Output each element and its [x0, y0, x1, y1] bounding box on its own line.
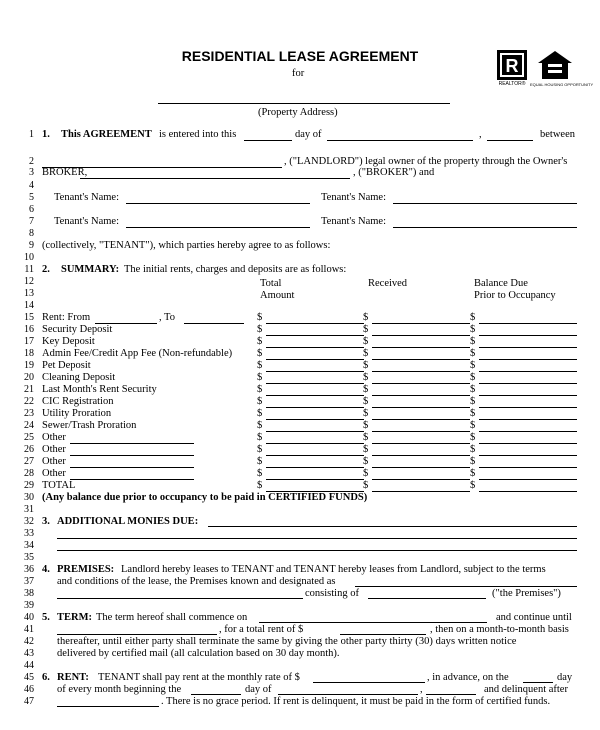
tenant-name-field-2[interactable]	[393, 203, 577, 204]
dollar-sign: $	[470, 360, 476, 371]
dollar-sign: $	[470, 432, 476, 443]
total-rent-label: , for a total rent of $	[219, 624, 304, 635]
landlord-text: , ("LANDLORD") legal owner of the property through the Owner's	[284, 156, 568, 167]
day-label: day	[557, 672, 573, 683]
rent-from-label: Rent: From	[42, 312, 91, 323]
dollar-sign: $	[257, 348, 263, 359]
the-premises-label: ("the Premises")	[492, 588, 561, 599]
total-amount-field[interactable]	[266, 335, 364, 336]
summary-item-label: Other	[42, 456, 66, 467]
balance-due-amount-field[interactable]	[479, 443, 577, 444]
other-description-field[interactable]	[70, 455, 194, 456]
dollar-sign: $	[257, 384, 263, 395]
summary-item-label: Admin Fee/Credit App Fee (Non-refundable)	[42, 348, 233, 359]
dollar-sign: $	[470, 456, 476, 467]
line-number: 12	[24, 276, 34, 287]
received-amount-field[interactable]	[372, 335, 470, 336]
dollar-sign: $	[257, 408, 263, 419]
line-number: 16	[24, 324, 34, 335]
section5-line2: thereafter, until either party shall terminate the same by giving the other party thirty (30) days written notice	[57, 636, 517, 647]
total-rent-field[interactable]	[340, 634, 426, 635]
section6-heading: RENT:	[57, 672, 89, 683]
received-amount-field[interactable]	[372, 491, 470, 492]
tenant-name-label-3: Tenant's Name:	[54, 216, 120, 227]
summary-item-label: Security Deposit	[42, 324, 113, 335]
line-number: 10	[24, 252, 34, 263]
for-label: for	[292, 68, 305, 79]
line-number: 24	[24, 420, 34, 431]
dollar-sign: $	[257, 456, 263, 467]
summary-item-label: Utility Proration	[42, 408, 112, 419]
section2-text: The initial rents, charges and deposits are as follows:	[124, 264, 347, 275]
col-balance-1: Balance Due	[474, 278, 528, 289]
line-number: 40	[24, 612, 34, 623]
dollar-sign: $	[470, 372, 476, 383]
dollar-sign: $	[363, 312, 369, 323]
day-of-label-2: day of	[245, 684, 272, 695]
dollar-sign: $	[257, 312, 263, 323]
dollar-sign: $	[470, 480, 476, 491]
dollar-sign: $	[363, 420, 369, 431]
section2-number: 2.	[42, 264, 50, 275]
line-number: 6	[29, 204, 34, 215]
continue-until-label: and continue until	[496, 612, 572, 623]
line-number: 42	[24, 636, 34, 647]
line-number: 27	[24, 456, 34, 467]
realtor-r-icon	[497, 50, 527, 80]
section3-number: 3.	[42, 516, 50, 527]
dollar-sign: $	[363, 396, 369, 407]
dollar-sign: $	[470, 348, 476, 359]
begin-day-field[interactable]	[191, 694, 241, 695]
line-number: 21	[24, 384, 34, 395]
total-amount-field[interactable]	[266, 371, 364, 372]
section6-number: 6.	[42, 672, 50, 683]
balance-due-amount-field[interactable]	[479, 347, 577, 348]
line-number: 39	[24, 600, 34, 611]
line-number: 38	[24, 588, 34, 599]
other-description-field[interactable]	[70, 479, 194, 480]
summary-item-label: TOTAL	[42, 480, 76, 491]
balance-due-amount-field[interactable]	[479, 335, 577, 336]
line-number: 26	[24, 444, 34, 455]
received-amount-field[interactable]	[372, 347, 470, 348]
received-amount-field[interactable]	[372, 371, 470, 372]
line-number: 3	[29, 167, 34, 178]
dollar-sign: $	[257, 432, 263, 443]
line-number: 2	[29, 156, 34, 167]
col-balance-2: Prior to Occupancy	[474, 290, 556, 301]
summary-item-label: CIC Registration	[42, 396, 114, 407]
dollar-sign: $	[257, 336, 263, 347]
svg-text:R: R	[505, 56, 519, 76]
dollar-sign: $	[257, 444, 263, 455]
between-label: between	[540, 129, 575, 140]
dollar-sign: $	[363, 408, 369, 419]
monthly-rent-field[interactable]	[313, 682, 425, 683]
line-number: 25	[24, 432, 34, 443]
line-number: 11	[24, 264, 34, 275]
line-number: 31	[24, 504, 34, 515]
summary-item-label: Other	[42, 468, 66, 479]
broker-label: BROKER,	[42, 167, 88, 178]
line-number: 22	[24, 396, 34, 407]
realtor-logo	[497, 50, 527, 80]
line-number: 1	[29, 129, 34, 140]
dollar-sign: $	[257, 372, 263, 383]
line-number: 34	[24, 540, 34, 551]
dollar-sign: $	[363, 348, 369, 359]
day-of-label: day of	[295, 129, 322, 140]
line-number: 32	[24, 516, 34, 527]
total-amount-field[interactable]	[266, 431, 364, 432]
line-number: 9	[29, 240, 34, 251]
document-title: RESIDENTIAL LEASE AGREEMENT	[181, 48, 419, 64]
line-number: 47	[24, 696, 34, 707]
col-total-1: Total	[260, 278, 282, 289]
dollar-sign: $	[363, 324, 369, 335]
dollar-sign: $	[470, 444, 476, 455]
delinquent-after-label: and delinquent after	[484, 684, 568, 695]
total-amount-field[interactable]	[266, 467, 364, 468]
line-number: 7	[29, 216, 34, 227]
line-number: 14	[24, 300, 34, 311]
total-amount-field[interactable]	[266, 395, 364, 396]
section4-number: 4.	[42, 564, 50, 575]
section6-line3: . There is no grace period. If rent is delinquent, it must be paid in the form of certified funds.	[161, 696, 551, 707]
section5-heading: TERM:	[57, 612, 92, 623]
dollar-sign: $	[470, 408, 476, 419]
section4-line1: Landlord hereby leases to TENANT and TENANT hereby leases from Landlord, subject to the terms	[121, 564, 546, 575]
summary-item-label: Cleaning Deposit	[42, 372, 116, 383]
agreement-month-field[interactable]	[327, 140, 473, 141]
other-description-field[interactable]	[70, 467, 194, 468]
dollar-sign: $	[257, 360, 263, 371]
dollar-sign: $	[257, 396, 263, 407]
balance-due-amount-field[interactable]	[479, 479, 577, 480]
line-number: 44	[24, 660, 34, 671]
dollar-sign: $	[363, 336, 369, 347]
dollar-sign: $	[257, 324, 263, 335]
in-advance-label: , in advance, on the	[427, 672, 509, 683]
line-number: 43	[24, 648, 34, 659]
balance-due-amount-field[interactable]	[479, 323, 577, 324]
dollar-sign: $	[363, 444, 369, 455]
begin-month-field[interactable]	[278, 694, 418, 695]
balance-due-amount-field[interactable]	[479, 371, 577, 372]
line-number: 45	[24, 672, 34, 683]
broker-tail: , ("BROKER") and	[353, 167, 435, 178]
section3-heading: ADDITIONAL MONIES DUE:	[57, 516, 199, 527]
tenant-name-label-4: Tenant's Name:	[321, 216, 387, 227]
line-number: 36	[24, 564, 34, 575]
dollar-sign: $	[470, 336, 476, 347]
section1-lead: This AGREEMENT	[61, 129, 152, 140]
received-amount-field[interactable]	[372, 467, 470, 468]
summary-item-label: Sewer/Trash Proration	[42, 420, 137, 431]
dollar-sign: $	[363, 468, 369, 479]
balance-due-amount-field[interactable]	[479, 419, 577, 420]
dollar-sign: $	[363, 384, 369, 395]
section6-line1: TENANT shall pay rent at the monthly rate of $	[98, 672, 300, 683]
consisting-of-label: consisting of	[305, 588, 359, 599]
line-number: 5	[29, 192, 34, 203]
dollar-sign: $	[363, 360, 369, 371]
section1-text: is entered into this	[159, 129, 237, 140]
month-basis-label: , then on a month-to-month basis	[430, 624, 569, 635]
section2-heading: SUMMARY:	[61, 264, 120, 275]
additional-monies-field[interactable]	[57, 538, 577, 539]
balance-due-amount-field[interactable]	[479, 467, 577, 468]
line-number: 29	[24, 480, 34, 491]
received-amount-field[interactable]	[372, 443, 470, 444]
line-number: 30	[24, 492, 34, 503]
total-amount-field[interactable]	[266, 455, 364, 456]
dollar-sign: $	[363, 480, 369, 491]
received-amount-field[interactable]	[372, 407, 470, 408]
total-amount-field[interactable]	[266, 359, 364, 360]
rent-to-field[interactable]	[184, 323, 244, 324]
section4-heading: PREMISES:	[57, 564, 115, 575]
line-number: 15	[24, 312, 34, 323]
line-number: 4	[29, 180, 34, 191]
section1-number: 1.	[42, 129, 50, 140]
line-number: 19	[24, 360, 34, 371]
received-amount-field[interactable]	[372, 479, 470, 480]
total-amount-field[interactable]	[266, 323, 364, 324]
premises-address-field[interactable]	[355, 586, 577, 587]
dollar-sign: $	[470, 384, 476, 395]
line-number: 41	[24, 624, 34, 635]
dollar-sign: $	[470, 468, 476, 479]
col-received: Received	[368, 278, 408, 289]
total-amount-field[interactable]	[266, 383, 364, 384]
total-amount-field[interactable]	[266, 419, 364, 420]
total-amount-field[interactable]	[266, 407, 364, 408]
agreement-year-field[interactable]	[487, 140, 533, 141]
broker-name-field[interactable]	[80, 178, 350, 179]
balance-due-amount-field[interactable]	[479, 407, 577, 408]
tenant-name-label-2: Tenant's Name:	[321, 192, 387, 203]
dollar-sign: $	[470, 312, 476, 323]
line-number: 23	[24, 408, 34, 419]
collective-text: (collectively, "TENANT"), which parties hereby agree to as follows:	[42, 240, 331, 251]
line-number: 35	[24, 552, 34, 563]
begin-year-field[interactable]	[426, 694, 476, 695]
dollar-sign: $	[470, 324, 476, 335]
received-amount-field[interactable]	[372, 359, 470, 360]
summary-item-label: Key Deposit	[42, 336, 95, 347]
balance-due-amount-field[interactable]	[479, 455, 577, 456]
line-number: 46	[24, 684, 34, 695]
premises-field[interactable]	[57, 598, 303, 599]
line-number: 20	[24, 372, 34, 383]
balance-due-amount-field[interactable]	[479, 383, 577, 384]
tenant-name-field-3[interactable]	[126, 227, 310, 228]
dollar-sign: $	[257, 480, 263, 491]
agreement-day-field[interactable]	[244, 140, 292, 141]
line-number: 33	[24, 528, 34, 539]
dollar-sign: $	[363, 372, 369, 383]
summary-item-label: Other	[42, 432, 66, 443]
realtor-caption: REALTOR®	[498, 81, 526, 87]
dollar-sign: $	[363, 456, 369, 467]
section5-number: 5.	[42, 612, 50, 623]
received-amount-field[interactable]	[372, 395, 470, 396]
property-address-caption: (Property Address)	[258, 107, 338, 118]
dollar-sign: $	[470, 420, 476, 431]
received-amount-field[interactable]	[372, 323, 470, 324]
line-number: 17	[24, 336, 34, 347]
tenant-name-field-4[interactable]	[393, 227, 577, 228]
equal-housing-house-icon	[537, 50, 573, 80]
certified-funds-note: (Any balance due prior to occupancy to be paid in CERTIFIED FUNDS)	[42, 492, 368, 503]
summary-item-label: Last Month's Rent Security	[42, 384, 157, 395]
property-address-line[interactable]	[158, 103, 450, 104]
dollar-sign: $	[257, 468, 263, 479]
other-description-field[interactable]	[70, 443, 194, 444]
balance-due-amount-field[interactable]	[479, 431, 577, 432]
dollar-sign: $	[470, 396, 476, 407]
delinquent-date-field[interactable]	[57, 706, 159, 707]
balance-due-amount-field[interactable]	[479, 359, 577, 360]
received-amount-field[interactable]	[372, 419, 470, 420]
total-amount-field[interactable]	[266, 347, 364, 348]
balance-due-amount-field[interactable]	[479, 491, 577, 492]
term-start-field[interactable]	[259, 622, 487, 623]
col-total-2: Amount	[260, 290, 295, 301]
rent-due-day-field[interactable]	[523, 682, 553, 683]
section5-line3: delivered by certified mail (all calculation based on 30 day month).	[57, 648, 340, 659]
dollar-sign: $	[257, 420, 263, 431]
of-every-label: of every month beginning the	[57, 684, 182, 695]
additional-monies-field[interactable]	[208, 526, 577, 527]
equal-housing-caption: EQUAL HOUSING OPPORTUNITY	[530, 82, 594, 87]
line-number: 37	[24, 576, 34, 587]
received-amount-field[interactable]	[372, 455, 470, 456]
tenant-name-field-1[interactable]	[126, 203, 310, 204]
term-end-field[interactable]	[57, 634, 217, 635]
dollar-sign: $	[363, 432, 369, 443]
line-number: 18	[24, 348, 34, 359]
received-amount-field[interactable]	[372, 431, 470, 432]
received-amount-field[interactable]	[372, 383, 470, 384]
total-amount-field[interactable]	[266, 443, 364, 444]
section5-line1: The term hereof shall commence on	[96, 612, 248, 623]
total-amount-field[interactable]	[266, 479, 364, 480]
consisting-of-field[interactable]	[368, 598, 486, 599]
additional-monies-field[interactable]	[57, 550, 577, 551]
rent-to-label: , To	[159, 312, 175, 323]
summary-item-label: Pet Deposit	[42, 360, 91, 371]
comma-2: ,	[420, 684, 423, 695]
equal-housing-logo	[537, 50, 573, 80]
tenant-name-label-1: Tenant's Name:	[54, 192, 120, 203]
line-number: 8	[29, 228, 34, 239]
comma: ,	[479, 129, 482, 140]
line-number: 28	[24, 468, 34, 479]
summary-item-label: Other	[42, 444, 66, 455]
section4-line2: and conditions of the lease, the Premises known and designated as	[57, 576, 336, 587]
balance-due-amount-field[interactable]	[479, 395, 577, 396]
line-number: 13	[24, 288, 34, 299]
